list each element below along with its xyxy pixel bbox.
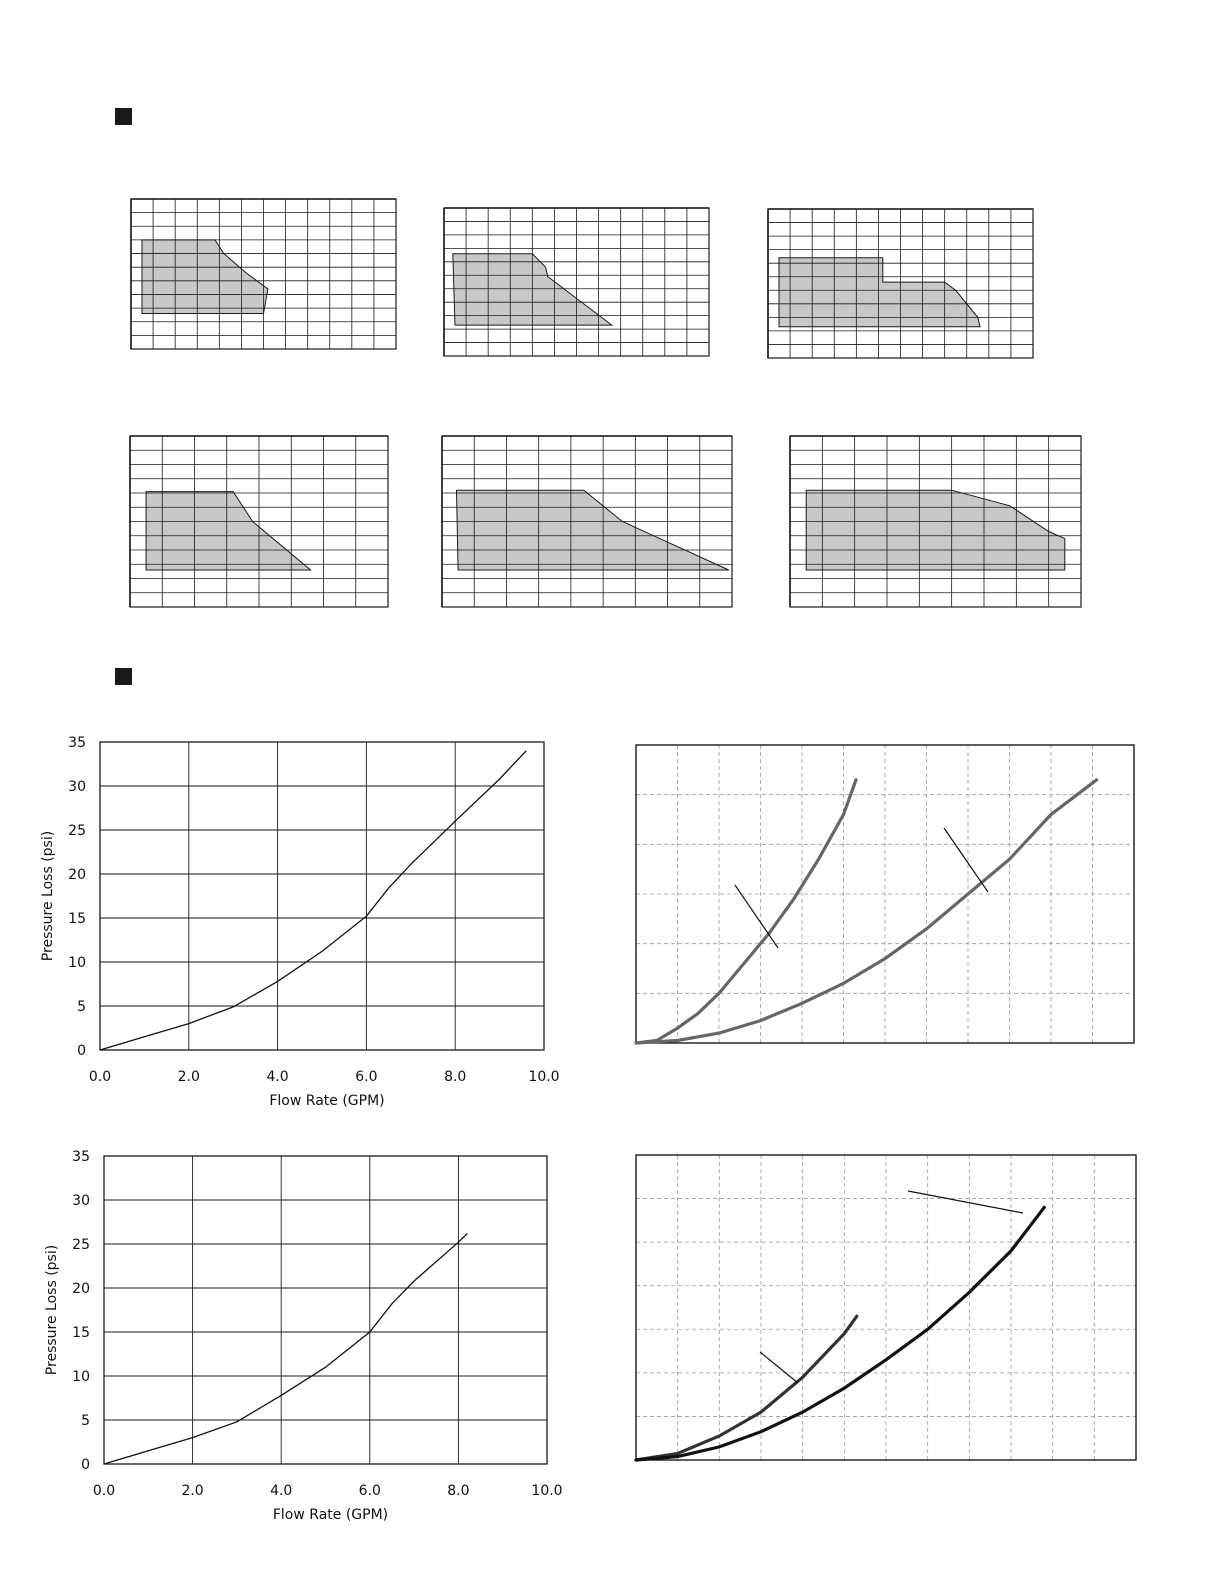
operating-range-area — [806, 490, 1065, 570]
operating-range-area — [146, 492, 311, 570]
pressure-loss-chart-2 — [44, 1149, 563, 1523]
operating-range-chart-6 — [790, 436, 1081, 607]
operating-range-area — [457, 490, 729, 570]
x-tick-label: 6.0 — [355, 1069, 378, 1085]
x-axis-label: Flow Rate (GPM) — [272, 1507, 389, 1523]
x-tick-label: 0.0 — [88, 1069, 112, 1085]
y-tick-label: 30 — [68, 779, 86, 795]
y-tick-label: 20 — [68, 867, 86, 883]
operating-range-chart-3 — [768, 209, 1033, 358]
operating-range-chart-4 — [130, 436, 388, 607]
x-tick-label: 4.0 — [266, 1069, 289, 1085]
y-tick-label: 0 — [77, 1043, 86, 1059]
x-tick-label: 8.0 — [447, 1483, 470, 1499]
y-tick-label: 15 — [68, 911, 86, 927]
x-axis-label: Flow Rate (GPM) — [269, 1093, 385, 1109]
flow-curve-series-2 — [636, 780, 1097, 1043]
y-tick-label: 10 — [72, 1369, 90, 1385]
pressure-loss-curve — [104, 1233, 467, 1464]
leader-line — [908, 1191, 1023, 1213]
pressure-loss-curve — [100, 751, 526, 1050]
x-tick-label: 10.0 — [531, 1483, 563, 1499]
operating-range-chart-5 — [442, 436, 732, 607]
y-axis-label: Pressure Loss (psi) — [40, 830, 56, 962]
operating-range-area — [142, 240, 268, 314]
y-tick-label: 5 — [81, 1413, 90, 1429]
plot-frame — [104, 1156, 547, 1464]
y-tick-label: 35 — [72, 1149, 90, 1165]
y-tick-label: 0 — [81, 1457, 90, 1473]
flow-curve-series-2 — [636, 1207, 1044, 1460]
x-tick-label: 6.0 — [358, 1483, 381, 1499]
y-tick-label: 20 — [72, 1281, 90, 1297]
y-tick-label: 25 — [68, 823, 86, 839]
x-tick-label: 2.0 — [181, 1483, 204, 1499]
plot-frame — [100, 742, 544, 1050]
leader-line — [735, 885, 778, 948]
flow-curve-series-1 — [636, 780, 856, 1043]
y-axis-label: Pressure Loss (psi) — [44, 1244, 60, 1376]
x-tick-label: 4.0 — [270, 1483, 293, 1499]
x-tick-label: 0.0 — [92, 1483, 116, 1499]
y-tick-label: 25 — [72, 1237, 90, 1253]
operating-range-chart-1 — [131, 199, 396, 349]
operating-range-area — [779, 258, 980, 327]
x-tick-label: 10.0 — [528, 1069, 560, 1085]
y-tick-label: 30 — [72, 1193, 90, 1209]
y-tick-label: 35 — [68, 735, 86, 751]
y-tick-label: 15 — [72, 1325, 90, 1341]
leader-line — [760, 1352, 798, 1383]
y-tick-label: 10 — [68, 955, 86, 971]
leader-line — [944, 828, 988, 892]
operating-range-chart-2 — [444, 208, 709, 356]
x-tick-label: 8.0 — [444, 1069, 467, 1085]
pressure-loss-chart-1 — [40, 735, 560, 1109]
y-tick-label: 5 — [77, 999, 86, 1015]
x-tick-label: 2.0 — [177, 1069, 200, 1085]
flow-curve-chart-1 — [636, 745, 1134, 1043]
flow-curve-chart-2 — [636, 1155, 1136, 1460]
